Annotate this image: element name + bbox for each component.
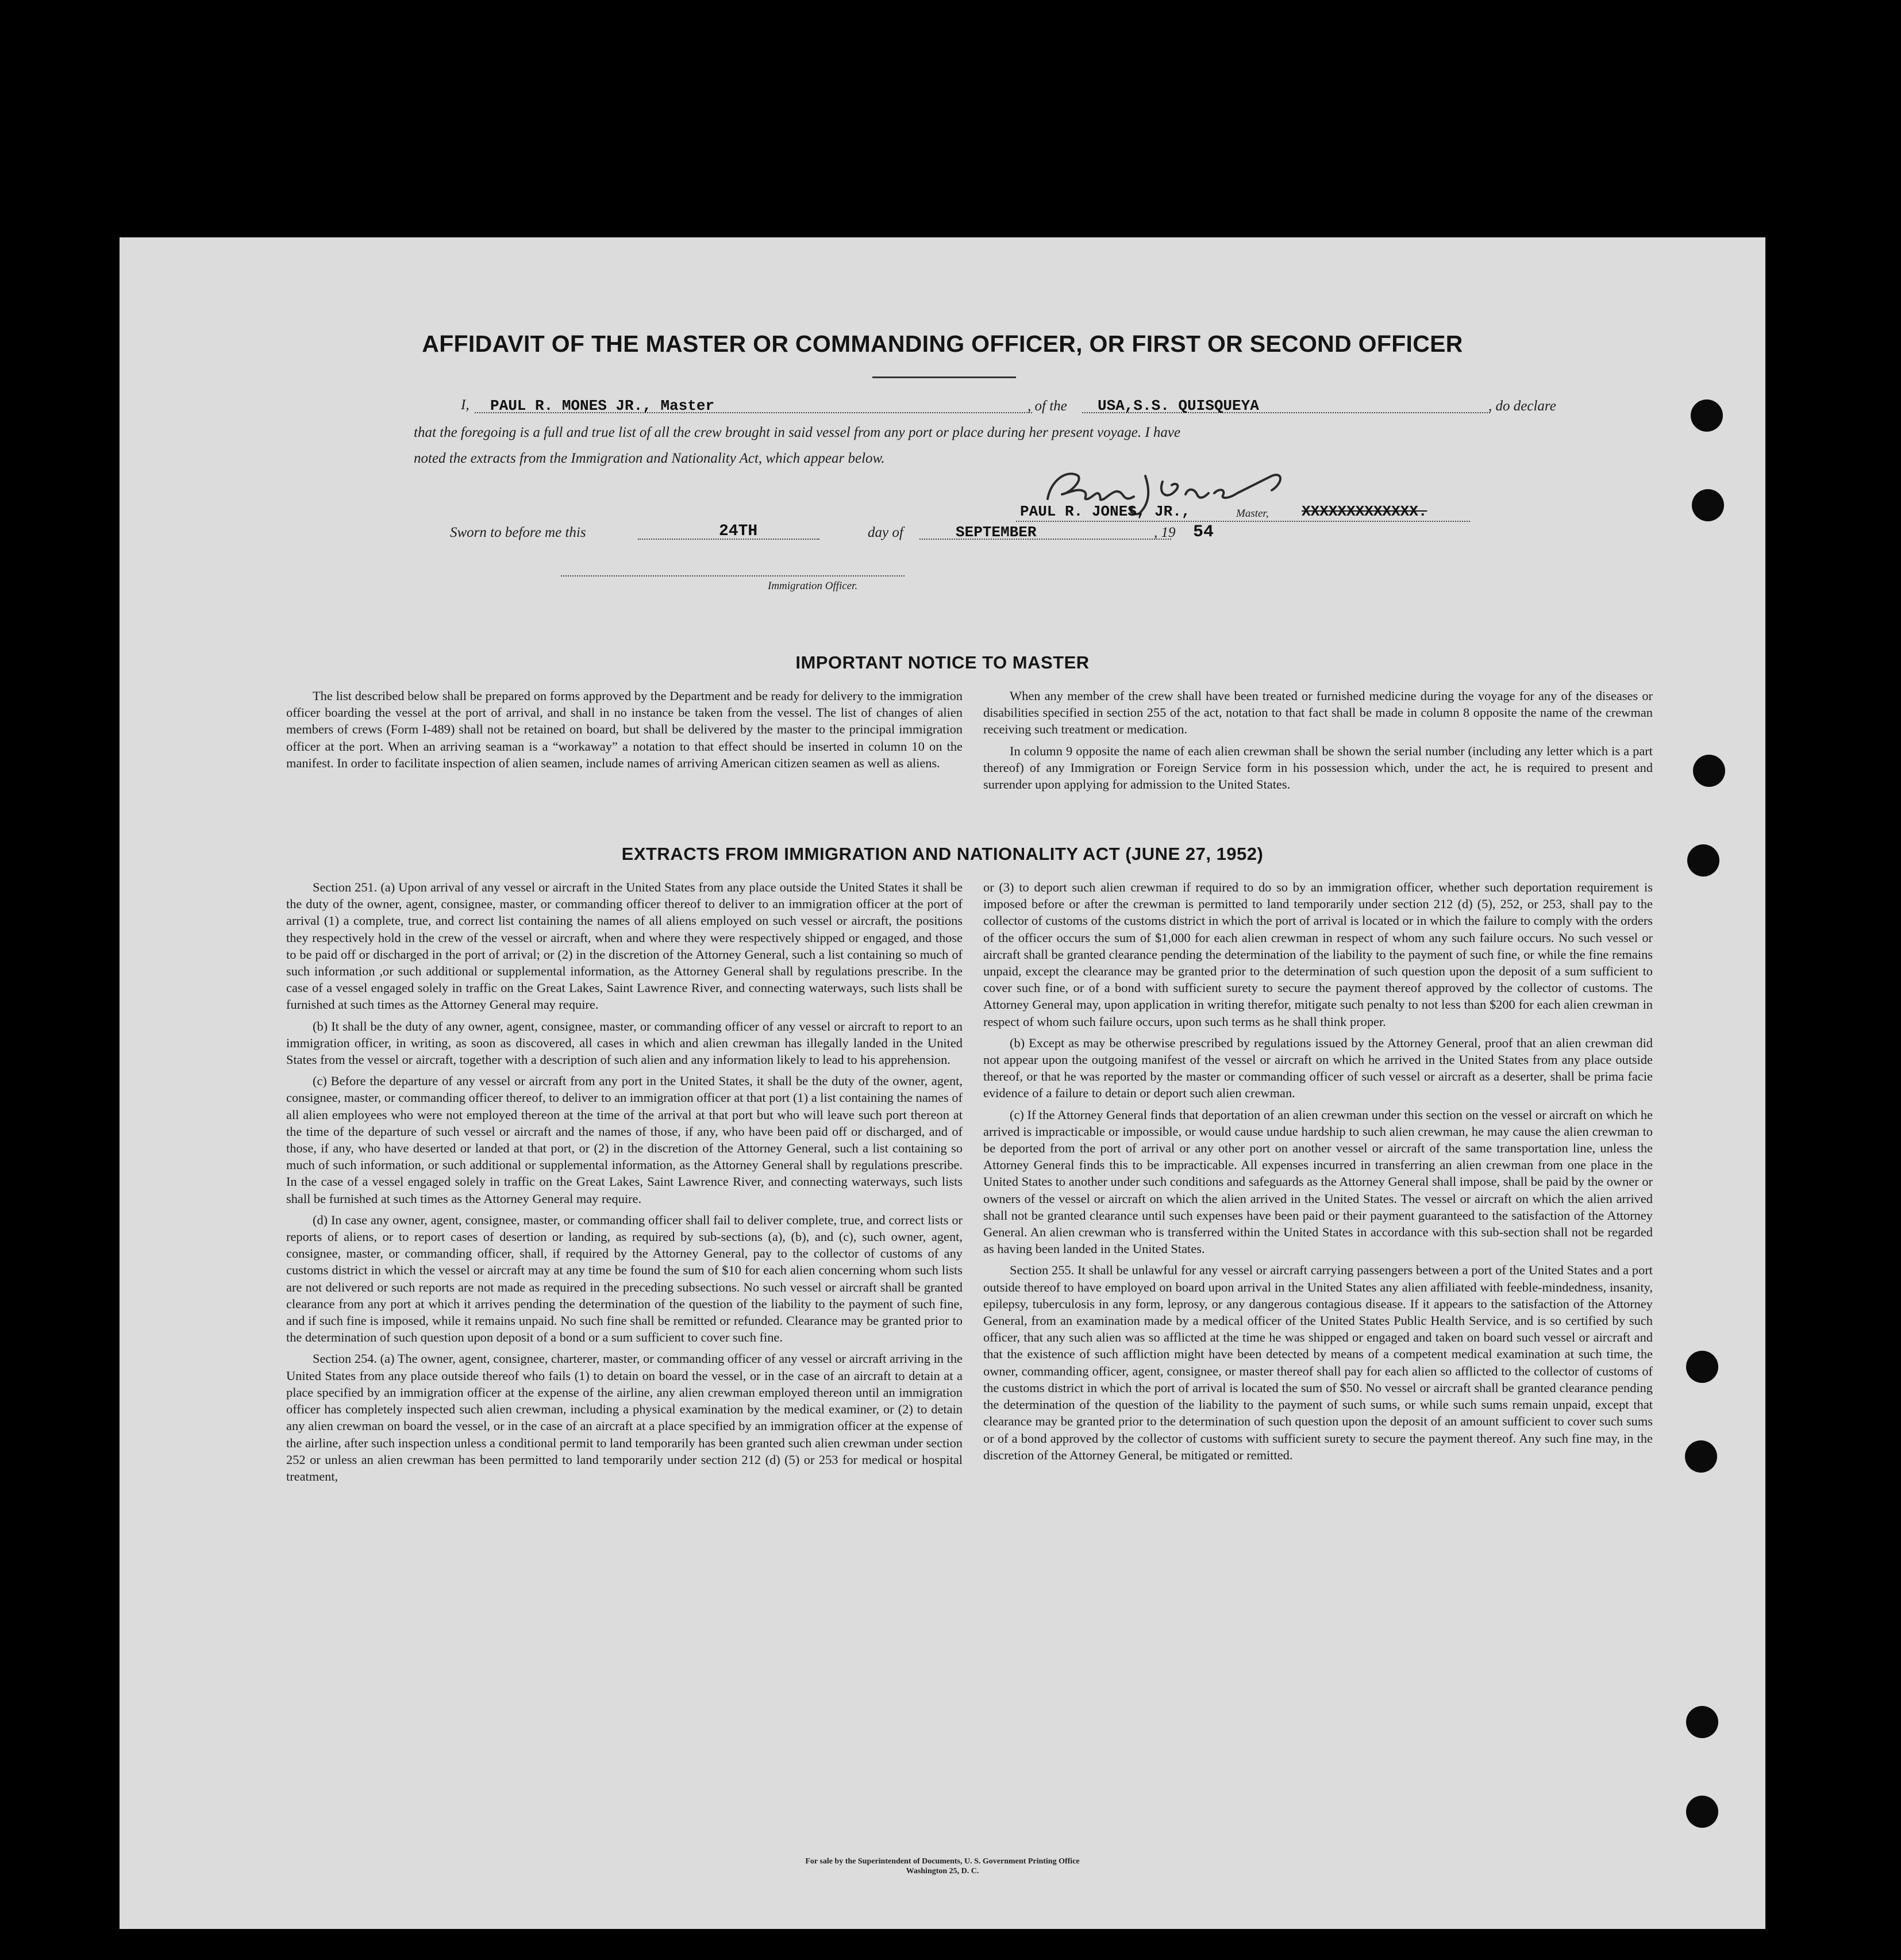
notice-left-column (286, 687, 963, 776)
statute-paragraph: or (3) to deport such alien crewman if required to do so by an immigration officer, whether such deportation requirement is imposed before or after the crewman is permitted to land temporarily under section 212 (d) (5), 252, or 253, shall pay to the collector of customs of the customs district in which the port of arrival is located or in which the failure to comply with the orders of the officer occurs the sum of $1,000 for each alien crewman in respect of whom any such failure occurs. No such vessel or aircraft shall be granted clearance pending the determination of the liability to the payment of such fine, or while the fine remains unpaid, except the clearance may be granted prior to the determination of such question upon the deposit of a sum sufficient to cover such fine, or of a bond with sufficient surety to secure the payment thereof approved by the collector of customs. The Attorney General may, upon application in writing therefor, mitigate such penalty to not less than $200 for each alien crewman in respect of whom such failure occurs, upon such terms as he shall think proper. (983, 880, 1653, 1029)
sworn-year: 54 (1193, 522, 1214, 542)
punch-hole (1686, 1706, 1718, 1738)
punch-hole (1691, 399, 1723, 432)
punch-hole (1693, 755, 1725, 787)
punch-hole (1685, 1440, 1717, 1473)
statute-paragraph: (d) In case any owner, agent, consignee, master, or commanding officer shall fail to deliver complete, true, and correct lists or reports of aliens, or to report cases of desertion or landing, as required by sub-sections (a), (b), and (c), such owner, agent, consignee, master, or commanding officer, shall, if required by the Attorney General, pay to the collector of customs of any customs district in which the vessel or aircraft may at any time be found the sum of $10 for each alien concerning whom such lists are not delivered or such reports are not made as required in the preceding subsections. No such vessel or aircraft shall be granted clearance from any port at which it arrives pending the determination of the question of the liability to the payment of such fine, and if such fine is imposed, while it remains unpaid. No such fine shall be remitted or refunded. Clearance may be granted prior to the determination of such question upon deposit of a bond or a sum sufficient to cover such fine. (286, 1212, 963, 1345)
declaration-line-2: that the foregoing is a full and true list of all the crew brought in said vessel from any port or place during her present voyage. I have (414, 425, 1181, 440)
day-of-label: day of (868, 525, 903, 540)
statute-paragraph: (b) Except as may be otherwise prescribed by regulations issued by the Attorney General, proof that an alien crewman did not appear upon the outgoing manifest of the vessel or aircraft on which he arrived in the United States from any place outside thereof, or that he was reported by the master or commanding officer of such vessel or aircraft as a deserter, shall be prima facie evidence of a failure to detain or deport such alien crewman. (983, 1035, 1653, 1101)
struck-officer-title: XXXXXXXXXXXXX. (1302, 503, 1427, 520)
statute-paragraph: Section 251. (a) Upon arrival of any vessel or aircraft in the United States from any place outside the United States it shall be the duty of the owner, agent, consignee, master, or commanding officer thereof to deliver to an immigration officer at the port of arrival (1) a complete, true, and correct list containing the names of all aliens employed on such vessel or aircraft, the positions they respectively hold in the crew of the vessel or aircraft, when and where they were respectively shipped or engaged, and those to be paid off or discharged in the port of arrival; or (2) in the discretion of the Attorney General, such a list containing so much of such information ,or such additional or supplemental information, as the Attorney General shall by regulations prescribe. In the case of a vessel engaged solely in traffic on the Great Lakes, Saint Lawrence River, and connecting waterways, such lists shall be furnished at such times as the Attorney General may require. (286, 880, 963, 1012)
punch-hole (1692, 489, 1724, 521)
statute-paragraph: Section 254. (a) The owner, agent, consignee, charterer, master, or commanding officer of any vessel or aircraft arriving in the United States from any place outside thereof who fails (1) to detain on board the vessel, or in the case of an aircraft to detain at a place specified by an immigration officer at the expense of the airline, any alien crewman employed thereon until an immigration officer has completely inspected such alien crewman, including a physical examination by the medical examiner, or (2) to detain any alien crewman on board the vessel, or in the case of an aircraft at a place specified by an immigration officer at the expense of the airline, after such inspection unless a conditional permit to land temporarily has been granted such alien crewman under section 252 or unless an alien crewman has been permitted to land temporarily under section 212 (d) (5) or 253 for medical or hospital treatment, (286, 1351, 963, 1484)
typed-signature-name: PAUL R. JONES, JR., (1020, 503, 1191, 520)
title-underline (872, 376, 1016, 378)
statute-paragraph: (c) Before the departure of any vessel or aircraft from any port in the United States, it shall be the duty of the owner, agent, consignee, master, or commanding officer thereof, to deliver to an immigration officer at that port (1) a list containing the names of all alien employees who were not employed thereon at the time of the arrival at that port but who will leave such port thereon at the time of the departure of such vessel or aircraft and the names of those, if any, who have been paid off or discharged, and of those, if any, who have deserted or landed at that port, or (2) in the discretion of the Attorney General, such a list containing so much of such information, or such additional or supplemental information, as the Attorney General shall by regulations prescribe. In the case of a vessel engaged solely in traffic on the Great Lakes, Saint Lawrence River, and connecting waterways, such lists shall be furnished at such times as the Attorney General may require. (286, 1074, 963, 1206)
statute-paragraph: Section 255. It shall be unlawful for any vessel or aircraft carrying passengers between a port of the United States and a port outside thereof to have employed on board upon arrival in the United States any alien affiliated with feeble-mindedness, insanity, epilepsy, tuberculosis in any form, leprosy, or any dangerous contagious disease. If it appears to the satisfaction of the Attorney General, from an examination made by a medical officer of the United States Public Health Service, and is so certified by such officer, that any such alien was so afflicted at the time he was shipped or engaged and taken on board such vessel or aircraft and that the existence of such affliction might have been detected by means of a competent medical examination at such time, the owner, commanding officer, agent, consignee, or master thereof shall pay for each alien so afflicted to the collector of customs of the customs district in which the port of arrival is located the sum of $50. No vessel or aircraft shall be granted clearance pending the determination of the question of the liability to the payment of such sums, or while such sums remain unpaid, except that clearance may be granted prior to the determination of such question upon the deposit of an amount sufficient to cover such sums or of a bond approved by the collector of customs with sufficient surety to secure the payment thereof. Any such fine may, in the discretion of the Attorney General, be mitigated or remitted. (983, 1263, 1653, 1462)
declaration-line-3: noted the extracts from the Immigration and Nationality Act, which appear below. (414, 451, 885, 466)
immigration-officer-label: Immigration Officer. (768, 580, 858, 592)
footer-line-2: Washington 25, D. C. (906, 1867, 979, 1876)
sworn-prefix: Sworn to before me this (450, 525, 586, 540)
punch-hole (1686, 1796, 1718, 1828)
signature-line (1016, 521, 1470, 522)
notice-heading: IMPORTANT NOTICE TO MASTER (795, 652, 1090, 672)
declarant-name: PAUL R. MONES JR., Master (490, 397, 715, 414)
of-the-label: , of the (1028, 398, 1067, 414)
vessel-name: USA,S.S. QUISQUEYA (1098, 397, 1259, 414)
sworn-day: 24TH (719, 522, 758, 540)
notice-right-column (983, 687, 1653, 797)
year-prefix: , 19 (1154, 525, 1176, 540)
master-role-label: Master, (1236, 508, 1269, 520)
notice-paragraph: The list described below shall be prepared on forms approved by the Department and be ready for delivery to the immigration officer boarding the vessel at the port of arrival, and shall in no instance be taken from the vessel. The list of changes of alien members of crews (Form I-489) shall not be retained on board, but shall be delivered by the master to the principal immigration officer at the port. When an arriving seaman is a “workaway” a notation to that effect should be inserted in column 10 on the manifest. In order to facilitate inspection of alien seamen, include names of arriving American citizen seamen as well as aliens. (286, 689, 963, 770)
extracts-left-column (286, 879, 963, 1489)
notice-paragraph: When any member of the crew shall have been treated or furnished medicine during the voyage for any of the diseases or disabilities specified in section 255 of the act, notation to that fact shall be made in column 8 opposite the name of the crewman receiving such treatment or medication. (983, 689, 1653, 737)
extracts-heading: EXTRACTS FROM IMMIGRATION AND NATIONALITY ACT (JUNE 27, 1952) (621, 844, 1264, 864)
page-title: AFFIDAVIT OF THE MASTER OR COMMANDING OFFICER, OR FIRST OR SECOND OFFICER (422, 330, 1463, 357)
footer-line-1: For sale by the Superintendent of Documents, U. S. Government Printing Office (805, 1857, 1080, 1866)
sworn-month: SEPTEMBER (956, 524, 1037, 541)
statute-paragraph: (b) It shall be the duty of any owner, agent, consignee, master, or commanding officer of any vessel or aircraft to report to an immigration officer, in writing, as soon as discovered, all cases in which and alien crewman has illegally landed in the United States from the vessel or aircraft, together with a description of such alien and any information likely to lead to his apprehension. (286, 1019, 963, 1067)
immigration-officer-line (561, 575, 905, 577)
punch-hole (1686, 1351, 1718, 1383)
statute-paragraph: (c) If the Attorney General finds that deportation of an alien crewman under this section on the vessel or aircraft on which he arrived is impracticable or impossible, or would cause undue hardship to such alien crewman, he may cause the alien crewman to be deported from the port of arrival or any other port on another vessel or aircraft of the same transportation line, unless the Attorney General finds this to be impracticable. All expenses incurred in transferring an alien crewman from one place in the United States to another under such conditions and safeguards as the Attorney General shall impose, shall be paid by the owner or owners of the vessel or aircraft on which the alien arrived in the United States. The vessel or aircraft on which the alien arrived shall not be granted clearance until such expenses have been paid or their payment guaranteed to the satisfaction of the Attorney General. An alien crewman who is transferred within the United States in accordance with this sub-section shall not be regarded as having been landed in the United States. (983, 1107, 1653, 1256)
affidavit-sheet (120, 237, 1765, 1929)
declaration-prefix: I, (461, 397, 470, 413)
extracts-right-column (983, 879, 1653, 1468)
printing-office-footer (120, 1857, 1765, 1876)
do-declare-label: , do declare (1488, 398, 1556, 414)
notice-paragraph: In column 9 opposite the name of each alien crewman shall be shown the serial number (including any letter which is a part thereof) of any Immigration or Foreign Service form in his possession which, under the act, he is required to present and surrender upon applying for admission to the United States. (983, 743, 1653, 792)
